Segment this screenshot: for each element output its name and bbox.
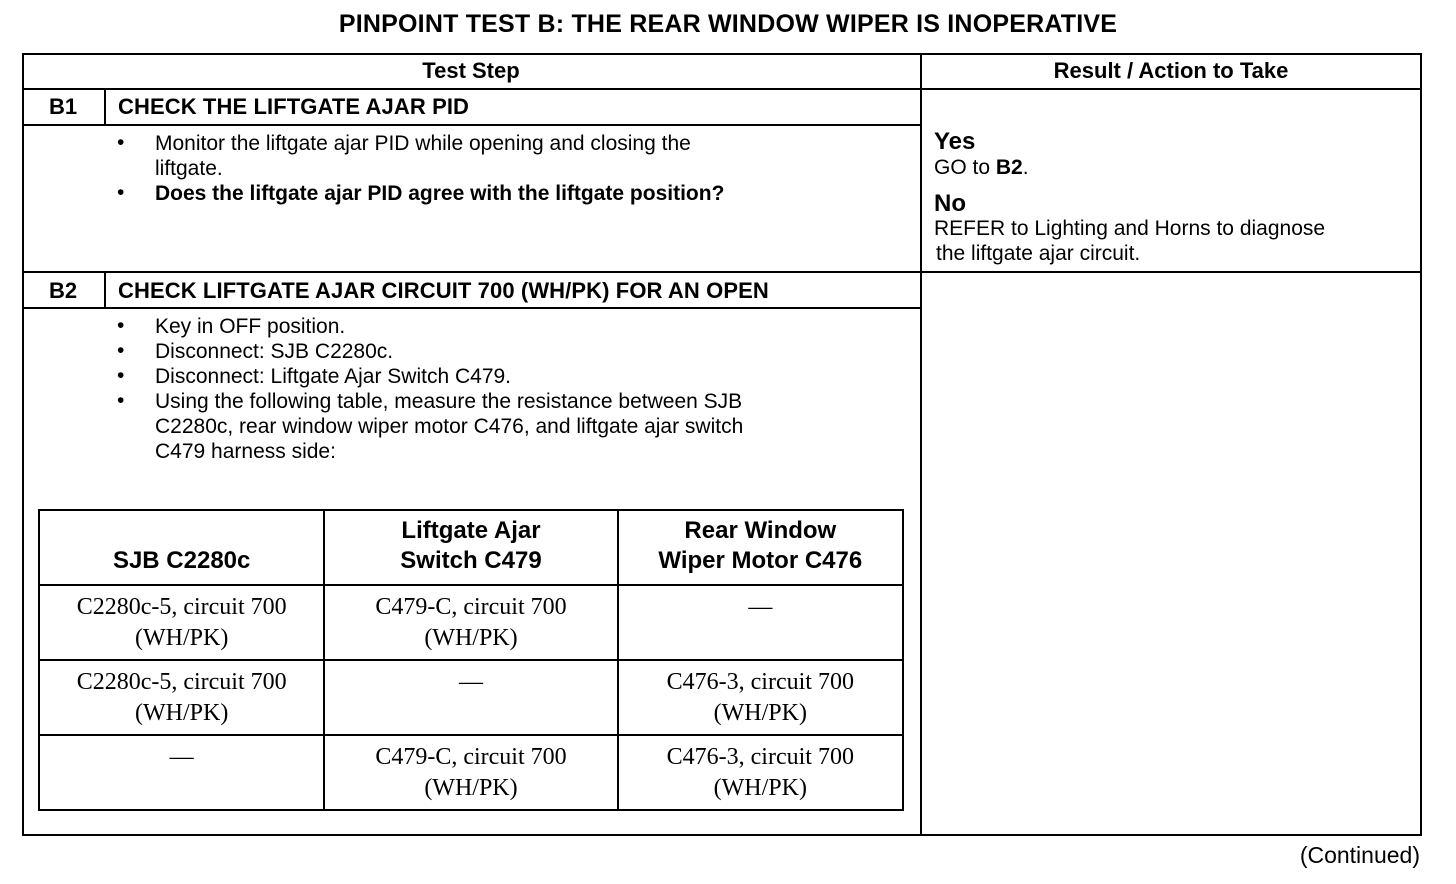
result-no-action: the liftgate ajar circuit. — [936, 242, 1141, 265]
column-header-liftgate-switch: Liftgate Ajar Switch C479 — [324, 510, 617, 585]
step-instruction: Disconnect: Liftgate Ajar Switch C479. — [155, 365, 512, 388]
table-cell: C479-C, circuit 700 (WH/PK) — [324, 735, 617, 810]
b2-id-divider — [104, 272, 106, 308]
table-cell: C479-C, circuit 700 (WH/PK) — [324, 585, 617, 660]
result-no-action: REFER to Lighting and Horns to diagnose — [934, 217, 1326, 240]
b2-title-divider — [22, 307, 921, 309]
header-result-action: Result / Action to Take — [1053, 58, 1289, 83]
b1-id-divider — [104, 89, 106, 125]
column-divider — [920, 53, 922, 836]
table-cell: — — [324, 660, 617, 735]
continued-note: (Continued) — [1299, 842, 1420, 868]
b1-title-divider — [22, 124, 921, 126]
bullet-icon: • — [117, 389, 125, 412]
step-id: B1 — [48, 94, 78, 119]
measurement-table — [38, 509, 904, 811]
bullet-icon: • — [117, 339, 125, 362]
step-title: CHECK LIFTGATE AJAR CIRCUIT 700 (WH/PK) FOR AN OPEN — [118, 278, 769, 303]
step-id: B2 — [48, 278, 78, 303]
yes-target-step: B2 — [995, 156, 1023, 179]
header-divider — [22, 88, 1422, 90]
column-header-sjb: SJB C2280c — [39, 510, 324, 585]
table-cell: — — [618, 585, 903, 660]
step-instruction: C479 harness side: — [155, 440, 336, 463]
step-instruction: Key in OFF position. — [155, 315, 346, 338]
header-test-step: Test Step — [422, 58, 520, 83]
table-row — [39, 735, 903, 810]
step-instruction: Monitor the liftgate ajar PID while opening and closing the — [155, 132, 691, 155]
table-cell: C476-3, circuit 700 (WH/PK) — [618, 735, 903, 810]
result-yes-action: GO to B2. — [934, 156, 1029, 179]
column-header-wiper-motor: Rear Window Wiper Motor C476 — [618, 510, 903, 585]
step-divider — [22, 271, 1422, 273]
bullet-icon: • — [117, 131, 125, 154]
bullet-icon: • — [117, 364, 125, 387]
step-instruction: Disconnect: SJB C2280c. — [155, 340, 394, 363]
step-title: CHECK THE LIFTGATE AJAR PID — [118, 94, 470, 119]
result-yes-label: Yes — [934, 128, 976, 155]
table-cell: C2280c-5, circuit 700 (WH/PK) — [39, 585, 324, 660]
step-question: Does the liftgate ajar PID agree with the liftgate position? — [155, 182, 725, 205]
bullet-icon: • — [117, 181, 125, 204]
table-cell: C2280c-5, circuit 700 (WH/PK) — [39, 660, 324, 735]
page-title: PINPOINT TEST B: THE REAR WINDOW WIPER IS INOPERATIVE — [338, 10, 1118, 38]
table-row — [39, 660, 903, 735]
table-header-row — [39, 510, 903, 585]
table-row — [39, 585, 903, 660]
step-instruction: Using the following table, measure the resistance between SJB — [155, 390, 743, 413]
step-instruction: C2280c, rear window wiper motor C476, and liftgate ajar switch — [155, 415, 744, 438]
step-instruction: liftgate. — [155, 157, 223, 180]
result-no-label: No — [934, 190, 966, 217]
bullet-icon: • — [117, 314, 125, 337]
table-cell: C476-3, circuit 700 (WH/PK) — [618, 660, 903, 735]
table-cell: — — [39, 735, 324, 810]
